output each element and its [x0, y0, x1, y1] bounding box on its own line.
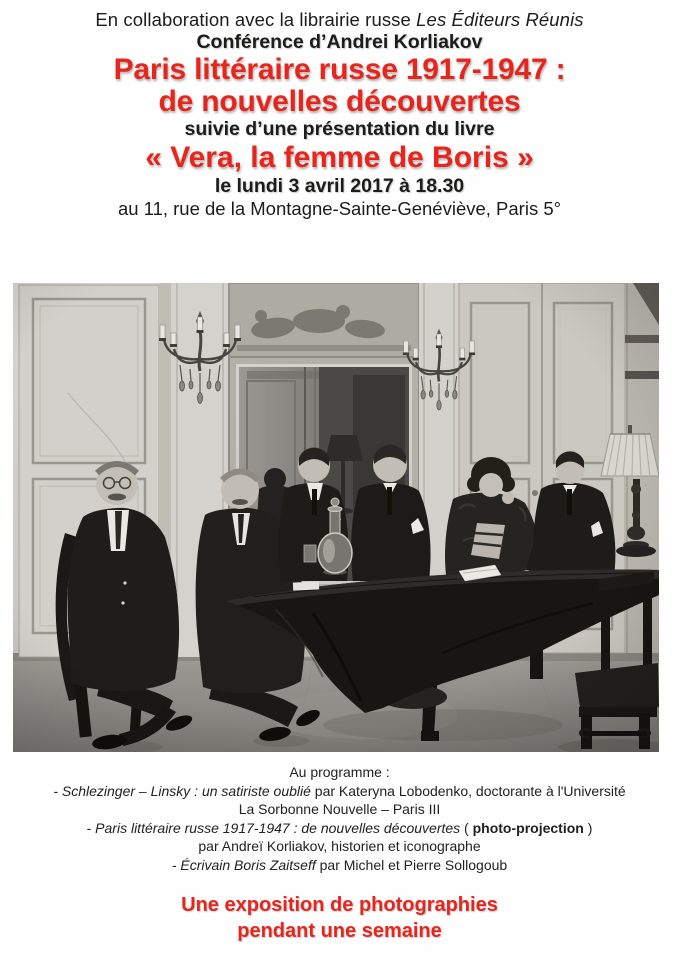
program-item-3-title: - Écrivain Boris Zaitseff: [171, 856, 316, 873]
collaboration-line: [0, 9, 679, 31]
publisher-name: Les Éditeurs Réunis: [416, 9, 584, 30]
collaboration-text: En collaboration avec la librairie russe: [95, 9, 417, 30]
date-line: le lundi 3 avril 2017 à 18.30: [214, 175, 465, 197]
program-item-2-highlight: photo-projection: [472, 819, 584, 836]
book-title: « Vera, la femme de Boris »: [145, 141, 534, 174]
program-item-1-speaker: par Kateryna Lobodenko, doctorante à l'Université: [310, 782, 626, 799]
address-line: au 11, rue de la Montagne-Sainte-Genéviève, Paris 5°: [117, 198, 562, 219]
program-heading: Au programme :: [289, 764, 390, 780]
historic-photo: [13, 283, 659, 752]
program-item-2-dash: -: [86, 819, 96, 836]
program-item-3: [0, 856, 679, 875]
photo-vignette: [13, 283, 659, 752]
main-title-line2: de nouvelles découvertes: [158, 85, 521, 118]
program-item-1-continuation: La Sorbonne Nouvelle – Paris III: [238, 801, 441, 818]
main-title-line1: Paris littéraire russe 1917-1947 :: [113, 53, 566, 86]
poster-header: [0, 0, 679, 220]
main-title: [0, 54, 679, 118]
presentation-line: suivie d’une présentation du livre: [184, 118, 495, 140]
program-item-2-paren-close: ): [583, 819, 593, 836]
program-item-1-title: - Schlezinger – Linsky : un satiriste oublié: [53, 782, 311, 799]
program-section: [0, 763, 679, 875]
program-item-1: [0, 782, 679, 801]
program-item-2-paren-open: (: [460, 819, 473, 836]
program-item-2-continuation: par Andreï Korliakov, historien et iconographe: [198, 838, 481, 855]
exposition-line1: Une exposition de photographies: [181, 894, 498, 916]
exposition-line2: pendant une semaine: [237, 920, 442, 942]
conference-line: Conférence d’Andrei Korliakov: [196, 31, 483, 53]
program-item-2: [0, 819, 679, 838]
program-item-2-title: Paris littéraire russe 1917-1947 : de nouvelles découvertes: [95, 819, 461, 836]
program-item-3-speaker: par Michel et Pierre Sollogoub: [315, 856, 508, 873]
exposition-section: [0, 892, 679, 944]
